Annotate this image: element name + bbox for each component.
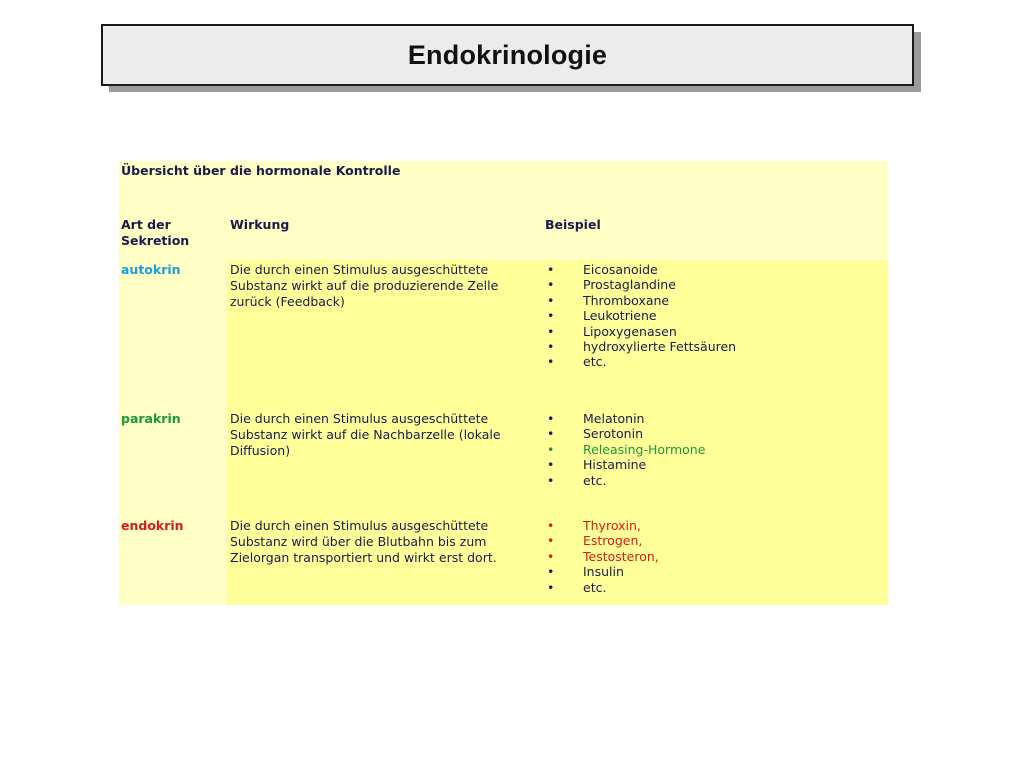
example-text: Insulin <box>583 564 624 580</box>
example-text: etc. <box>583 472 607 488</box>
bullet-icon: • <box>547 308 555 324</box>
row-wirkung-parakrin: Die durch einen Stimulus ausgeschüttete Substanz wirkt auf die Nachbarzelle (lokale Diffusion) <box>230 411 501 458</box>
bullet-icon: • <box>547 338 555 354</box>
example-text: etc. <box>583 354 607 370</box>
example-text: Prostaglandine <box>583 277 676 293</box>
bullet-icon: • <box>547 579 555 595</box>
hormone-table <box>119 161 888 605</box>
example-item <box>545 308 736 323</box>
example-text: Leukotriene <box>583 308 657 324</box>
title-box <box>101 24 914 86</box>
bullet-icon: • <box>547 262 555 277</box>
example-item <box>545 262 736 277</box>
bullet-icon: • <box>547 472 555 488</box>
example-text: Testosteron, <box>583 548 659 564</box>
row-type-parakrin: parakrin <box>121 411 181 426</box>
header-art-der-sekretion: Art der Sekretion <box>121 217 190 248</box>
example-item <box>545 339 736 354</box>
bullet-icon: • <box>547 323 555 339</box>
table-overview-title: Übersicht über die hormonale Kontrolle <box>121 163 401 178</box>
example-text: Histamine <box>583 457 647 473</box>
example-item <box>545 426 705 441</box>
example-text: Lipoxygenasen <box>583 323 677 339</box>
bullet-icon: • <box>547 411 555 426</box>
row-type-endokrin: endokrin <box>121 518 184 533</box>
bullet-icon: • <box>547 548 555 564</box>
example-item <box>545 518 659 533</box>
row-type-autokrin: autokrin <box>121 262 181 277</box>
example-text: Serotonin <box>583 426 644 442</box>
bullet-icon: • <box>547 518 555 533</box>
bullet-icon: • <box>547 533 555 549</box>
bullet-icon: • <box>547 354 555 370</box>
bullet-icon: • <box>547 457 555 473</box>
example-text: Melatonin <box>583 411 645 426</box>
bullet-icon: • <box>547 441 555 457</box>
header-wirkung: Wirkung <box>230 217 290 232</box>
bullet-icon: • <box>547 292 555 308</box>
example-text: Estrogen, <box>583 533 643 549</box>
bullet-icon: • <box>547 277 555 293</box>
example-text: Eicosanoide <box>583 262 658 277</box>
example-item <box>545 473 705 488</box>
example-item <box>545 533 659 548</box>
first-column-band <box>119 260 227 605</box>
example-text: Thromboxane <box>583 292 670 308</box>
example-item <box>545 411 705 426</box>
example-item <box>545 277 736 292</box>
example-text: Releasing-Hormone <box>583 441 706 457</box>
example-text: etc. <box>583 579 607 595</box>
example-item <box>545 549 659 564</box>
row-wirkung-autokrin: Die durch einen Stimulus ausgeschüttete Substanz wirkt auf die produzierende Zelle zurück (Feedback) <box>230 262 499 309</box>
example-list-parakrin <box>545 411 705 488</box>
example-text: hydroxylierte Fettsäuren <box>583 338 737 354</box>
page-title: Endokrinologie <box>407 39 608 70</box>
bullet-icon: • <box>547 426 555 442</box>
example-item <box>545 354 736 369</box>
example-item <box>545 324 736 339</box>
example-item <box>545 564 659 579</box>
example-item <box>545 580 659 595</box>
example-item <box>545 457 705 472</box>
example-item <box>545 442 705 457</box>
header-beispiel: Beispiel <box>545 217 601 232</box>
example-list-autokrin <box>545 262 736 370</box>
example-list-endokrin <box>545 518 659 595</box>
bullet-icon: • <box>547 564 555 580</box>
example-item <box>545 293 736 308</box>
row-wirkung-endokrin: Die durch einen Stimulus ausgeschüttete Substanz wird über die Blutbahn bis zum Zielorgan transportiert und wirkt erst dort. <box>230 518 497 565</box>
example-text: Thyroxin, <box>583 518 641 533</box>
